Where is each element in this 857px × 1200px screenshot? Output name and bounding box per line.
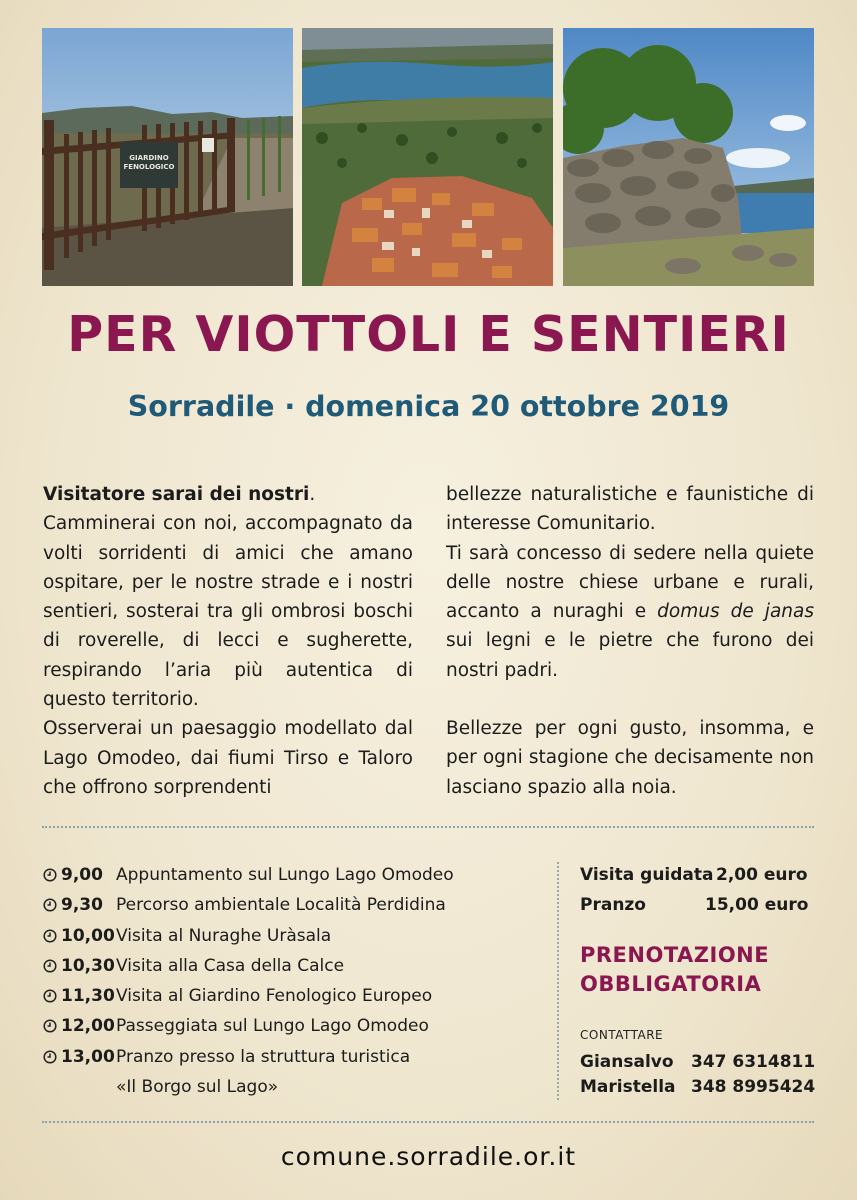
contact-phone[interactable]: 348 8995424 [691, 1077, 816, 1097]
divider-bottom [42, 1121, 814, 1123]
price-row [580, 890, 820, 920]
schedule-list [43, 860, 543, 1102]
schedule-desc-continued: «Il Borgo sul Lago» [116, 1077, 279, 1098]
price-row [580, 860, 820, 890]
schedule-time: 10,30 [61, 955, 115, 976]
intro-paragraph-2: Osserverai un paesaggio modellato dal Lago Omodeo, dai fiumi Tirso e Taloro che offrono sorprendenti [43, 718, 413, 798]
sign-text-2: FENOLOGICO [123, 163, 175, 171]
schedule-item-continued [43, 1072, 543, 1102]
divider-top [42, 826, 814, 828]
price-label: Visita guidata [580, 865, 714, 885]
contact-name: Giansalvo [580, 1052, 674, 1072]
intro-paragraph-5: Bellezze per ogni gusto, insomma, e per ogni stagione che decisamente non lasciano spazio alla noia. [446, 718, 814, 798]
schedule-time: 9,00 [61, 865, 103, 885]
intro-paragraph-3: bellezze naturalistiche e faunistiche di interesse Comunitario. [446, 484, 814, 535]
schedule-item [43, 921, 543, 951]
website-link[interactable]: comune.sorradile.or.it [280, 1142, 577, 1171]
contact-name: Maristella [580, 1077, 676, 1097]
booking-line-1: PRENOTAZIONE [580, 943, 770, 967]
photo-nuraghe [563, 28, 814, 286]
contact-phone[interactable]: 347 6314811 [691, 1052, 816, 1072]
divider-vertical [557, 862, 559, 1100]
schedule-desc: Pranzo presso la struttura turistica [116, 1046, 411, 1067]
intro-paragraph-4-a: Ti sarà concesso di sedere nella quiete delle nostre chiese urbane e rurali, accanto a nuraghi e [446, 542, 814, 623]
schedule-desc: Percorso ambientale Località Perdidina [116, 895, 446, 916]
clock-icon [43, 868, 57, 882]
contact-row [580, 1075, 820, 1100]
clock-icon [43, 989, 57, 1003]
intro-lead [43, 480, 413, 509]
clock-icon [43, 959, 57, 973]
schedule-item [43, 1011, 543, 1041]
schedule-item [43, 890, 543, 920]
schedule-desc: Visita al Giardino Fenologico Europeo [116, 986, 433, 1007]
contacts-list [580, 1050, 820, 1100]
intro-paragraph-1: Camminerai con noi, accompagnato da volti sorridenti di amici che amano ospitare, per le nostre strade e i nostri sentieri, sosterai tra gli ombrosi boschi di roverelle, di lecci e sugherette, respirando l’aria più autentica di questo territorio. [43, 513, 413, 711]
schedule-desc: Passeggiata sul Lungo Lago Omodeo [116, 1016, 429, 1037]
schedule-time: 13,00 [61, 1046, 115, 1067]
schedule-item [43, 981, 543, 1011]
schedule-desc: Visita alla Casa della Calce [116, 955, 345, 976]
page-subtitle: Sorradile · domenica 20 ottobre 2019 [127, 390, 730, 423]
schedule-item [43, 951, 543, 981]
intro-lead-bold: Visitatore sarai dei nostri [43, 484, 310, 505]
price-value: 15,00 euro [705, 895, 809, 915]
contact-row [580, 1050, 820, 1075]
intro-paragraph-4-b: sui legni e le pietre che furono dei nostri padri. [446, 630, 814, 681]
price-list [580, 860, 820, 920]
intro-column-left [43, 480, 413, 802]
intro-paragraph-4-em: domus de janas [657, 601, 814, 623]
clock-icon [43, 1050, 57, 1064]
intro-paragraph-4 [446, 539, 814, 685]
booking-required [580, 941, 769, 999]
photo-village-aerial [302, 28, 553, 286]
booking-line-2: OBBLIGATORIA [580, 972, 762, 996]
page-title: PER VIOTTOLI E SENTIERI [67, 306, 790, 363]
clock-icon [43, 898, 57, 912]
intro-column-right [446, 480, 814, 802]
schedule-desc: Visita al Nuraghe Uràsala [116, 925, 332, 946]
schedule-item [43, 1042, 543, 1072]
price-label: Pranzo [580, 895, 646, 915]
photo-garden-gate [42, 28, 293, 286]
clock-icon [43, 929, 57, 943]
schedule-time: 12,00 [61, 1016, 115, 1037]
sign-text-1: GIARDINO [129, 154, 169, 162]
schedule-time: 10,00 [61, 925, 115, 946]
intro-lead-punct: . [309, 484, 316, 505]
contacts-label: CONTATTARE [580, 1028, 664, 1042]
schedule-time: 11,30 [61, 986, 115, 1007]
schedule-desc: Appuntamento sul Lungo Lago Omodeo [116, 865, 454, 885]
price-value: 2,00 euro [716, 865, 808, 885]
clock-icon [43, 1019, 57, 1033]
schedule-item [43, 860, 543, 890]
schedule-time: 9,30 [61, 895, 103, 916]
